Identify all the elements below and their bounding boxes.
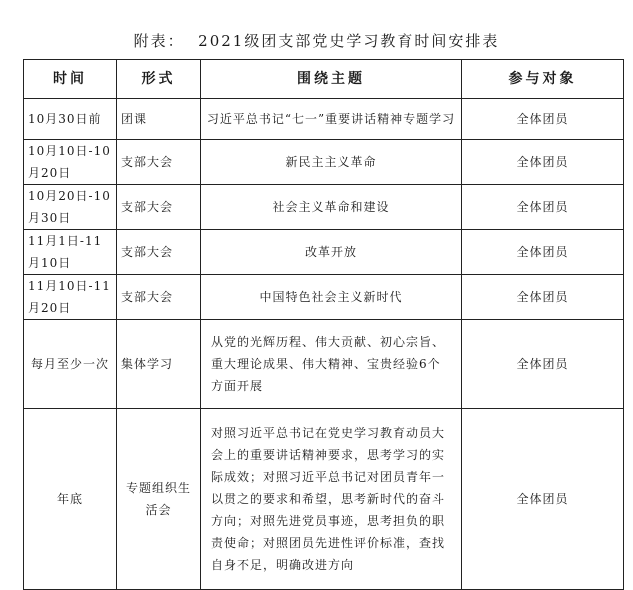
cell-time: 10月10日-10月20日 [24,140,117,185]
header-form: 形式 [117,60,201,99]
table-row [24,409,624,590]
table-row [24,185,624,230]
cell-time: 11月1日-11月10日 [24,230,117,275]
cell-form: 专题组织生活会 [117,409,201,590]
table-row [24,230,624,275]
header-participants: 参与对象 [462,60,624,99]
cell-topic: 中国特色社会主义新时代 [201,275,462,320]
cell-topic: 对照习近平总书记在党史学习教育动员大会上的重要讲话精神要求，思考学习的实际成效；对照习近平总书记对团员青年一以贯之的要求和希望，思考新时代的奋斗方向；对照先进党员事迹，思考担负的职责使命；对照团员先进性评价标准，查找自身不足，明确改进方向 [201,409,462,590]
cell-participants: 全体团员 [462,99,624,140]
cell-time: 每月至少一次 [24,320,117,409]
cell-participants: 全体团员 [462,320,624,409]
cell-form: 集体学习 [117,320,201,409]
cell-time: 10月30日前 [24,99,117,140]
cell-participants: 全体团员 [462,185,624,230]
cell-time: 年底 [24,409,117,590]
cell-time: 11月10日-11月20日 [24,275,117,320]
cell-form: 支部大会 [117,140,201,185]
cell-form: 团课 [117,99,201,140]
table-row [24,320,624,409]
cell-topic: 新民主主义革命 [201,140,462,185]
cell-topic: 习近平总书记“七一”重要讲话精神专题学习 [201,99,462,140]
cell-topic: 改革开放 [201,230,462,275]
schedule-table [23,59,624,590]
cell-participants: 全体团员 [462,409,624,590]
cell-topic: 社会主义革命和建设 [201,185,462,230]
table-header-row [24,60,624,99]
table-row [24,99,624,140]
cell-form: 支部大会 [117,185,201,230]
cell-topic: 从党的光辉历程、伟大贡献、初心宗旨、重大理论成果、伟大精神、宝贵经验6个方面开展 [201,320,462,409]
cell-form: 支部大会 [117,230,201,275]
table-row [24,275,624,320]
table-row [24,140,624,185]
header-topic: 围绕主题 [201,60,462,99]
cell-participants: 全体团员 [462,275,624,320]
cell-participants: 全体团员 [462,230,624,275]
cell-time: 10月20日-10月30日 [24,185,117,230]
page-title: 附表： 2021级团支部党史学习教育时间安排表 [133,32,500,50]
header-time: 时间 [24,60,117,99]
cell-participants: 全体团员 [462,140,624,185]
cell-form: 支部大会 [117,275,201,320]
